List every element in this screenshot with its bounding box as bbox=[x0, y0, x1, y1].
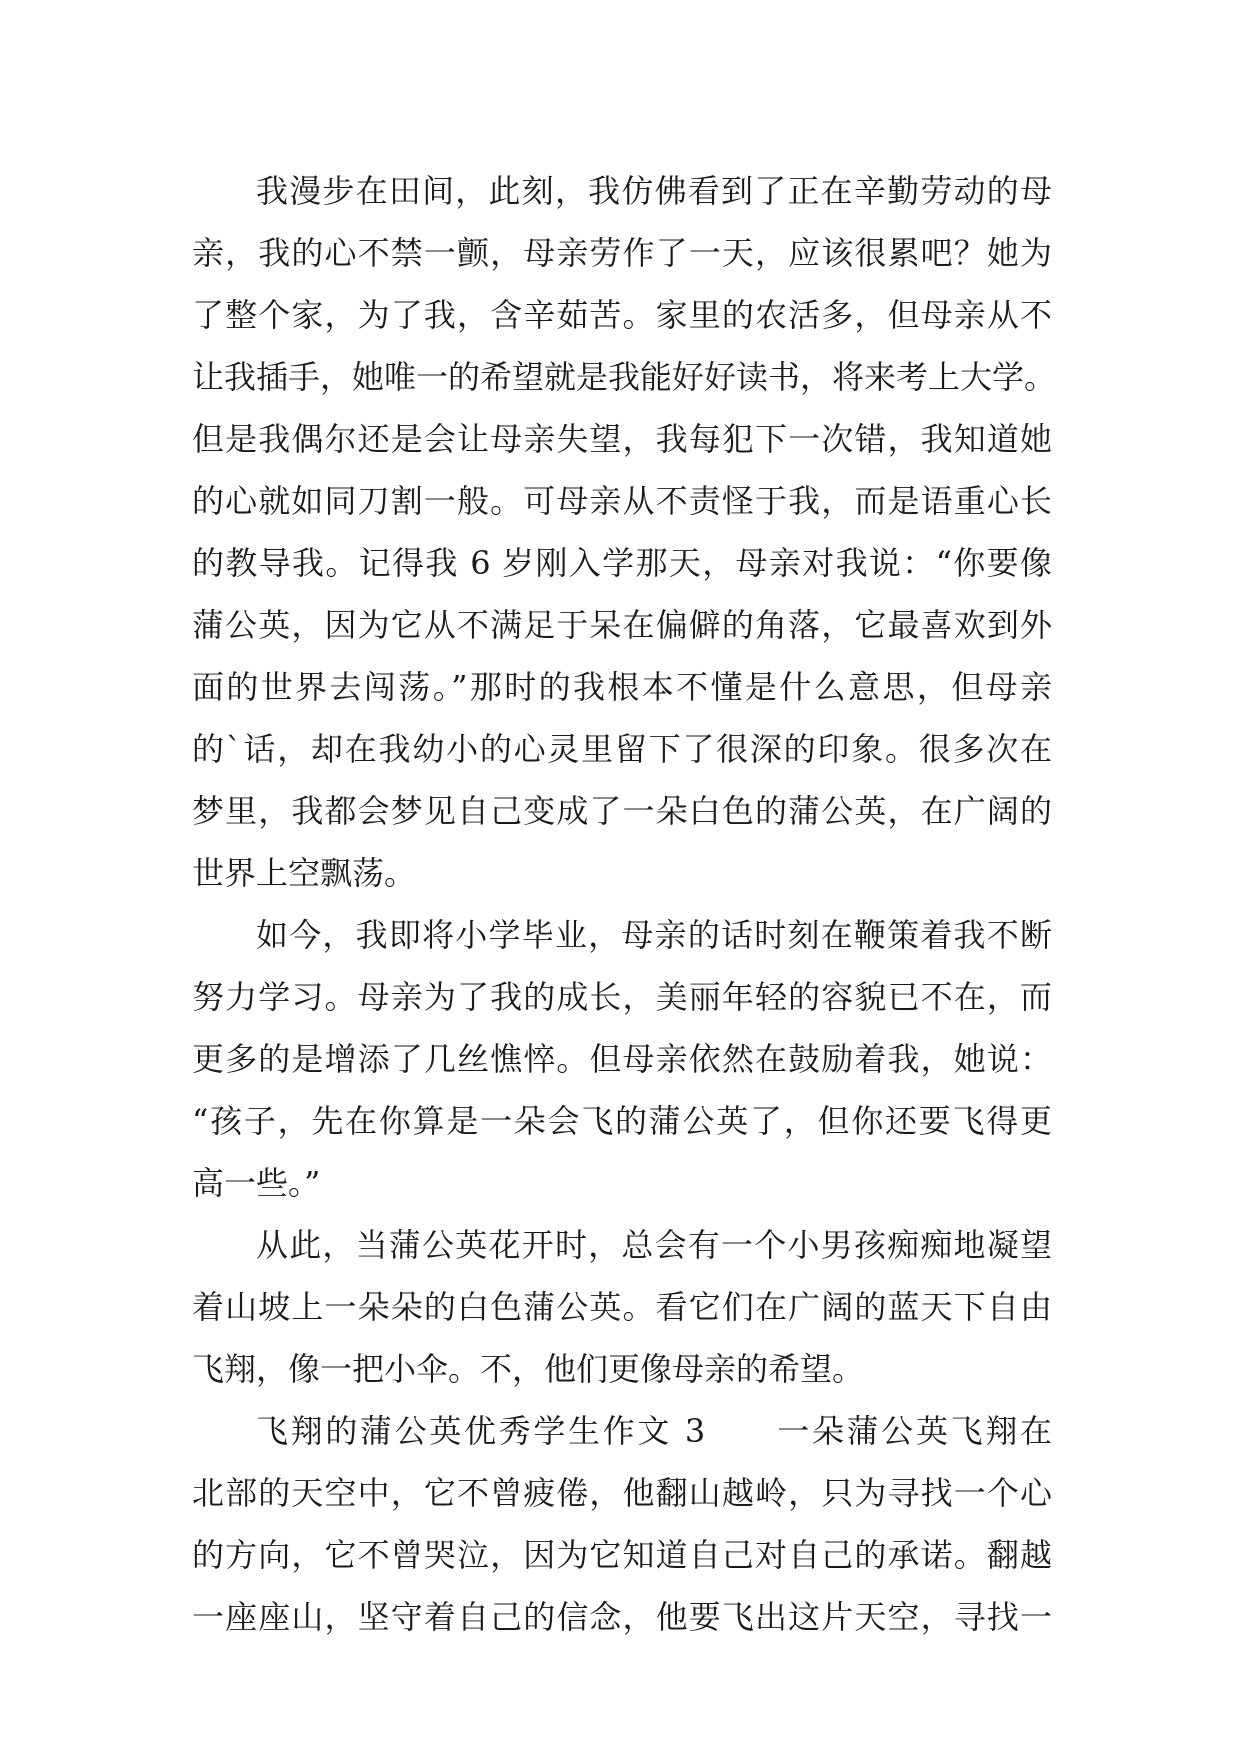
text-line: 着山坡上一朵朵的白色蒲公英。看它们在广阔的蓝天下自由 bbox=[192, 1288, 1052, 1326]
text-line: 努力学习。母亲为了我的成长，美丽年轻的容貌已不在，而 bbox=[192, 978, 1052, 1016]
text-line: 更多的是增添了几丝憔悴。但母亲依然在鼓励着我，她说： bbox=[192, 1040, 1052, 1078]
essay-body bbox=[192, 160, 1057, 1648]
text-line: 的方向，它不曾哭泣，因为它知道自己对自己的承诺。翻越 bbox=[192, 1536, 1052, 1574]
text-line: 但是我偶尔还是会让母亲失望，我每犯下一次错，我知道她 bbox=[192, 420, 1052, 458]
text-line: 高一些。” bbox=[192, 1164, 321, 1202]
text-line: 让我插手，她唯一的希望就是我能好好读书，将来考上大学。 bbox=[192, 358, 1057, 396]
text-line: 北部的天空中，它不曾疲倦，他翻山越岭，只为寻找一个心 bbox=[192, 1474, 1052, 1512]
text-line: 我漫步在田间，此刻，我仿佛看到了正在辛勤劳动的母 bbox=[256, 172, 1052, 210]
text-line: 的`话，却在我幼小的心灵里留下了很深的印象。很多次在 bbox=[192, 730, 1052, 768]
text-line: 飞翔，像一把小伞。不，他们更像母亲的希望。 bbox=[192, 1350, 865, 1388]
text-line: 梦里，我都会梦见自己变成了一朵白色的蒲公英，在广阔的 bbox=[192, 792, 1052, 830]
text-line: 的教导我。记得我 6 岁刚入学那天，母亲对我说：“你要像 bbox=[192, 544, 1052, 582]
text-line: 蒲公英，因为它从不满足于呆在偏僻的角落，它最喜欢到外 bbox=[192, 606, 1052, 644]
text-line: 世界上空飘荡。 bbox=[192, 854, 417, 892]
text-line: 一座座山，坚守着自己的信念，他要飞出这片天空，寻找一 bbox=[192, 1598, 1052, 1636]
text-line: 了整个家，为了我，含辛茹苦。家里的农活多，但母亲从不 bbox=[192, 296, 1052, 334]
text-line: 从此，当蒲公英花开时，总会有一个小男孩痴痴地凝望 bbox=[256, 1226, 1052, 1264]
text-line: 飞翔的蒲公英优秀学生作文 3 一朵蒲公英飞翔在 bbox=[256, 1412, 1052, 1450]
text-line: “孩子，先在你算是一朵会飞的蒲公英了，但你还要飞得更 bbox=[192, 1102, 1052, 1140]
text-line: 亲，我的心不禁一颤，母亲劳作了一天，应该很累吧？她为 bbox=[192, 234, 1052, 272]
text-line: 面的世界去闯荡。”那时的我根本不懂是什么意思，但母亲 bbox=[192, 668, 1052, 706]
text-line: 如今，我即将小学毕业，母亲的话时刻在鞭策着我不断 bbox=[256, 916, 1052, 954]
text-line: 的心就如同刀割一般。可母亲从不责怪于我，而是语重心长 bbox=[192, 482, 1052, 520]
